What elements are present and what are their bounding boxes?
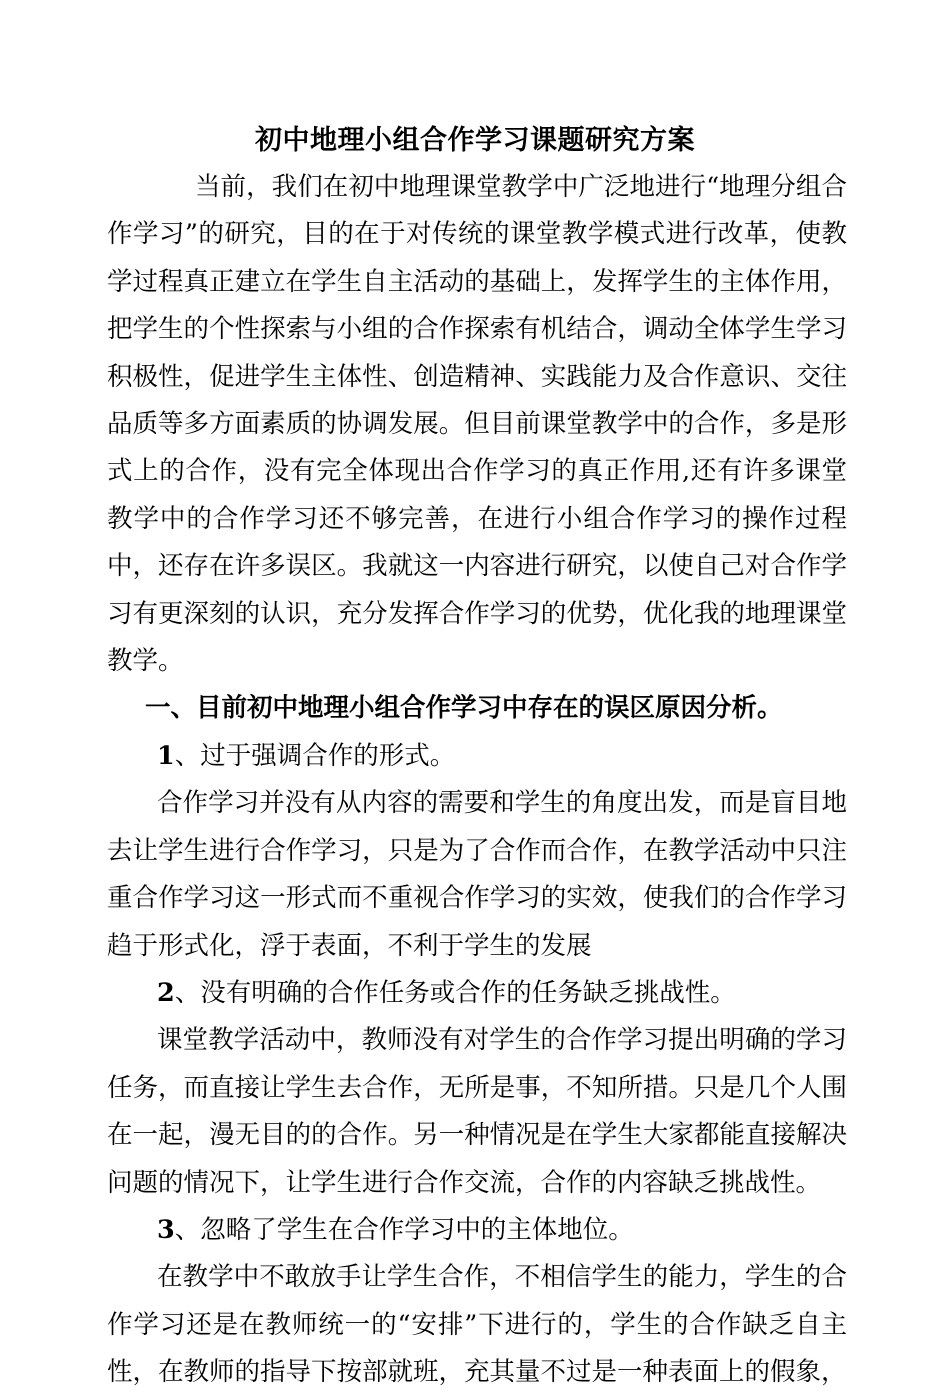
point-heading-text: 、过于强调合作的形式。 — [174, 740, 456, 771]
point-heading — [107, 1207, 847, 1254]
point-paragraph: 在教学中不敢放手让学生合作，不相信学生的能力，学生的合作学习还是在教师统一的“安排”下进行的，学生的合作缺乏自主性，在教师的指导下按部就班，充其量不过是一种表面上的假象， — [107, 1262, 847, 1388]
document-body — [107, 164, 847, 1397]
point-heading-text: 、没有明确的合作任务或合作的任务缺乏挑战性。 — [174, 977, 736, 1008]
document-title: 初中地理小组合作学习课题研究方案 — [255, 125, 695, 156]
point-paragraph: 合作学习并没有从内容的需要和学生的角度出发，而是盲目地去让学生进行合作学习，只是为了合作而合作，在教学活动中只注重合作学习这一形式而不重视合作学习的实效，使我们的合作学习趋于形式化，浮于表面，不利于学生的发展 — [107, 788, 847, 961]
point-number: 1 — [157, 740, 175, 771]
point-heading-text: 、忽略了学生在合作学习中的主体地位。 — [174, 1214, 634, 1245]
intro-paragraph: 当前，我们在初中地理课堂教学中广泛地进行“地理分组合作学习”的研究，目的在于对传统的课堂教学模式进行改革，使教学过程真正建立在学生自主活动的基础上，发挥学生的主体作用，把学生的个性探索与小组的合作探索有机结合，调动全体学生学习积极性，促进学生主体性、创造精神、实践能力及合作意识、交往品质等多方面素质的协调发展。但目前课堂教学中的合作，多是形式上的合作，没有完全体现出合作学习的真正作用,还有许多课堂教学中的合作学习还不够完善，在进行小组合作学习的操作过程中，还存在许多误区。我就这一内容进行研究，以使自己对合作学习有更深刻的认识，充分发挥合作学习的优势，优化我的地理课堂教学。 — [107, 172, 847, 677]
point-number: 3 — [157, 1214, 175, 1245]
point-paragraph: 课堂教学活动中，教师没有对学生的合作学习提出明确的学习任务，而直接让学生去合作，无所是事，不知所措。只是几个人围在一起，漫无目的的合作。另一种情况是在学生大家都能直接解决问题的情况下，让学生进行合作交流，合作的内容缺乏挑战性。 — [107, 1025, 847, 1198]
point-heading — [107, 733, 847, 780]
section-heading: 一、目前初中地理小组合作学习中存在的误区原因分析。 — [145, 693, 783, 724]
point-number: 2 — [157, 977, 175, 1008]
point-heading — [107, 970, 847, 1017]
